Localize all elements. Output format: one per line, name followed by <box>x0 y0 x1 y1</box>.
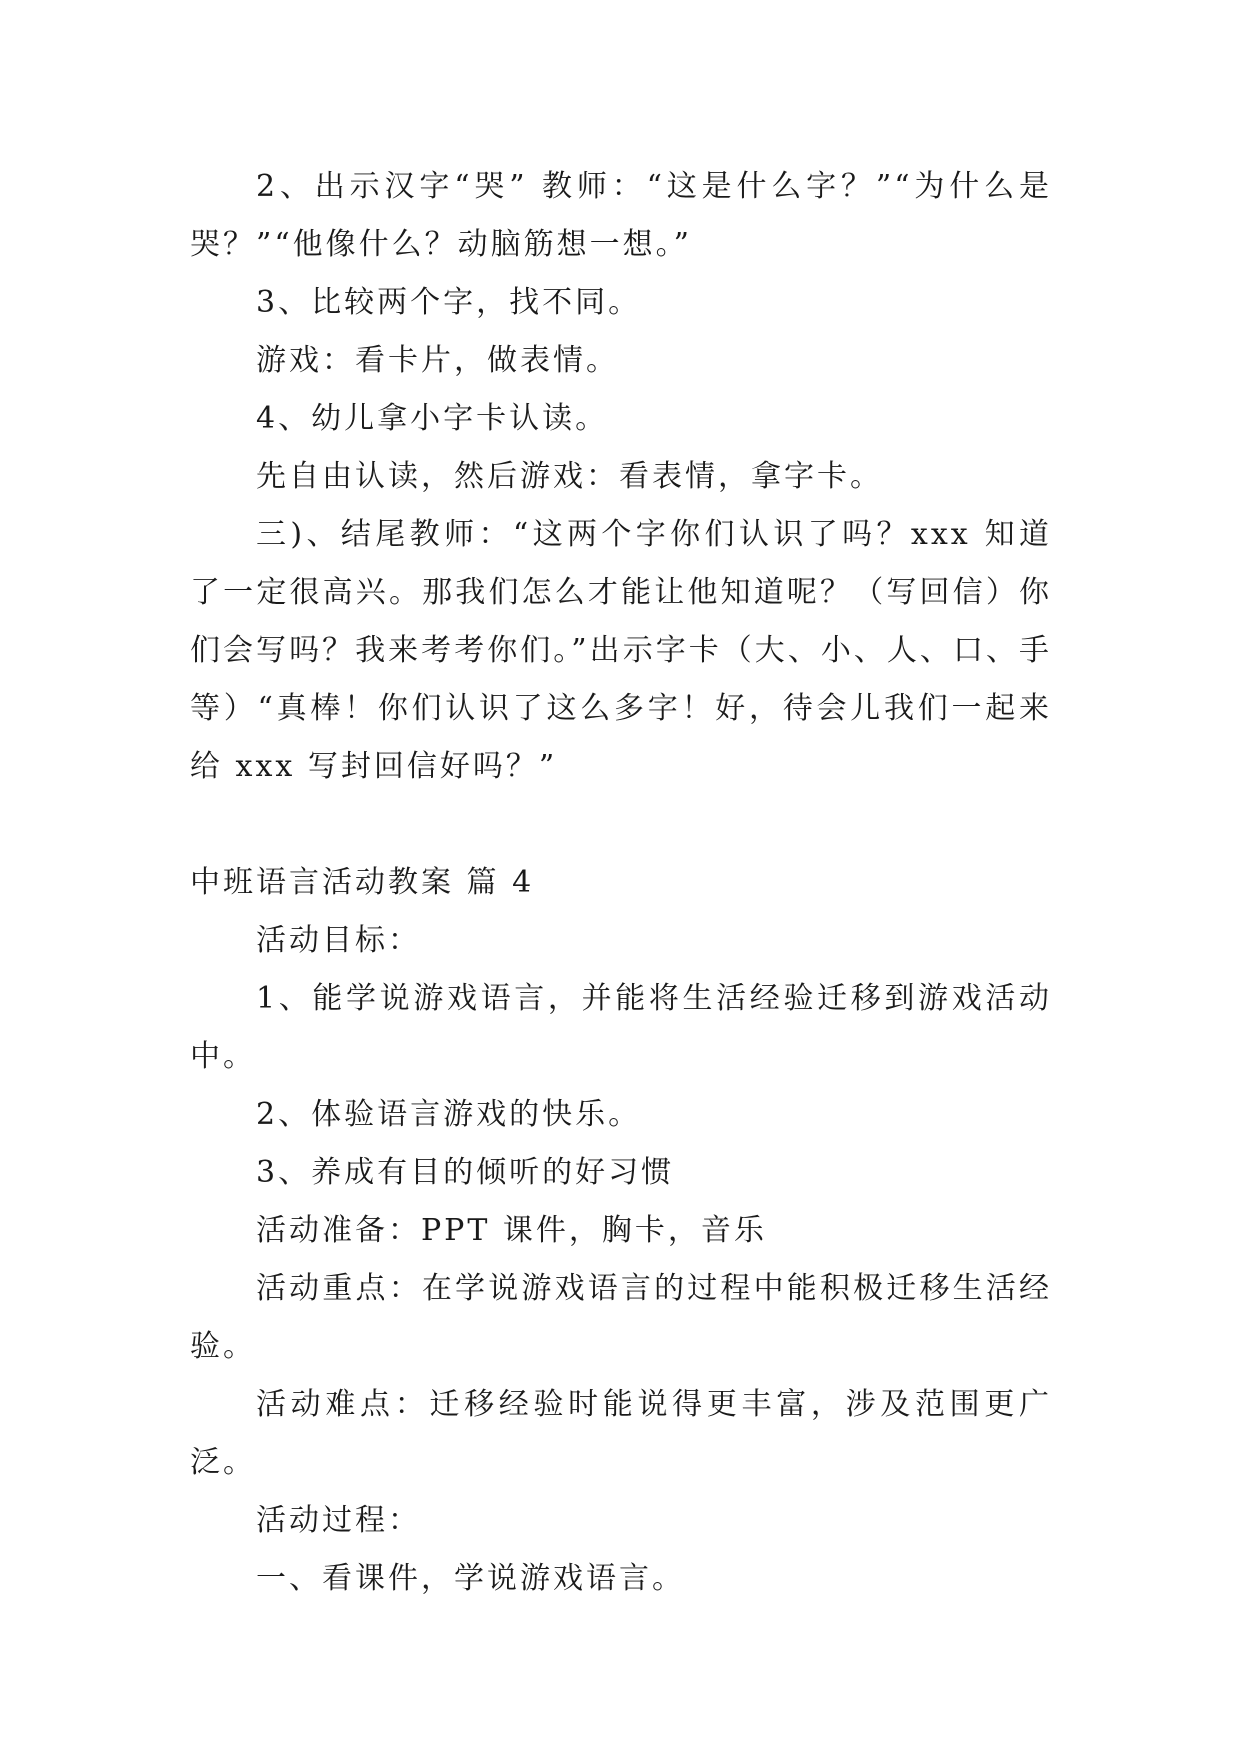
paragraph: 2、体验语言游戏的快乐。 <box>256 1097 642 1132</box>
paragraph: 活动准备：PPT 课件，胸卡，音乐 <box>256 1213 767 1248</box>
paragraph: 1、能学说游戏语言，并能将生活经验迁移到游戏活动中。 <box>190 981 1052 1074</box>
paragraph: 活动目标： <box>256 923 421 958</box>
paragraph: 活动难点：迁移经验时能说得更丰富，涉及范围更广泛。 <box>190 1387 1052 1480</box>
paragraph: 先自由认读，然后游戏：看表情，拿字卡。 <box>256 459 883 494</box>
paragraph: 活动过程： <box>256 1503 421 1538</box>
section-spacer <box>190 796 1052 854</box>
paragraph: 活动重点：在学说游戏语言的过程中能积极迁移生活经验。 <box>190 1271 1052 1364</box>
paragraph: 2、出示汉字“哭” 教师：“这是什么字？”“为什么是哭？”“他像什么？动脑筋想一想。” <box>190 169 1052 262</box>
paragraph: 三)、结尾教师：“这两个字你们认识了吗？xxx 知道了一定很高兴。那我们怎么才能让他知道呢？（写回信）你们会写吗？我来考考你们。”出示字卡（大、小、人、口、手等）“真棒！你们认识了这么多字！好，待会儿我们一起来给 xxx 写封回信好吗？” <box>190 517 1052 784</box>
section-heading: 中班语言活动教案 篇 4 <box>190 865 535 900</box>
paragraph: 游戏：看卡片，做表情。 <box>256 343 619 378</box>
document-body <box>190 158 1052 1608</box>
paragraph: 4、幼儿拿小字卡认读。 <box>256 401 609 436</box>
paragraph: 3、比较两个字，找不同。 <box>256 285 642 320</box>
paragraph: 一、看课件，学说游戏语言。 <box>256 1561 685 1596</box>
paragraph: 3、养成有目的倾听的好习惯 <box>256 1155 675 1190</box>
